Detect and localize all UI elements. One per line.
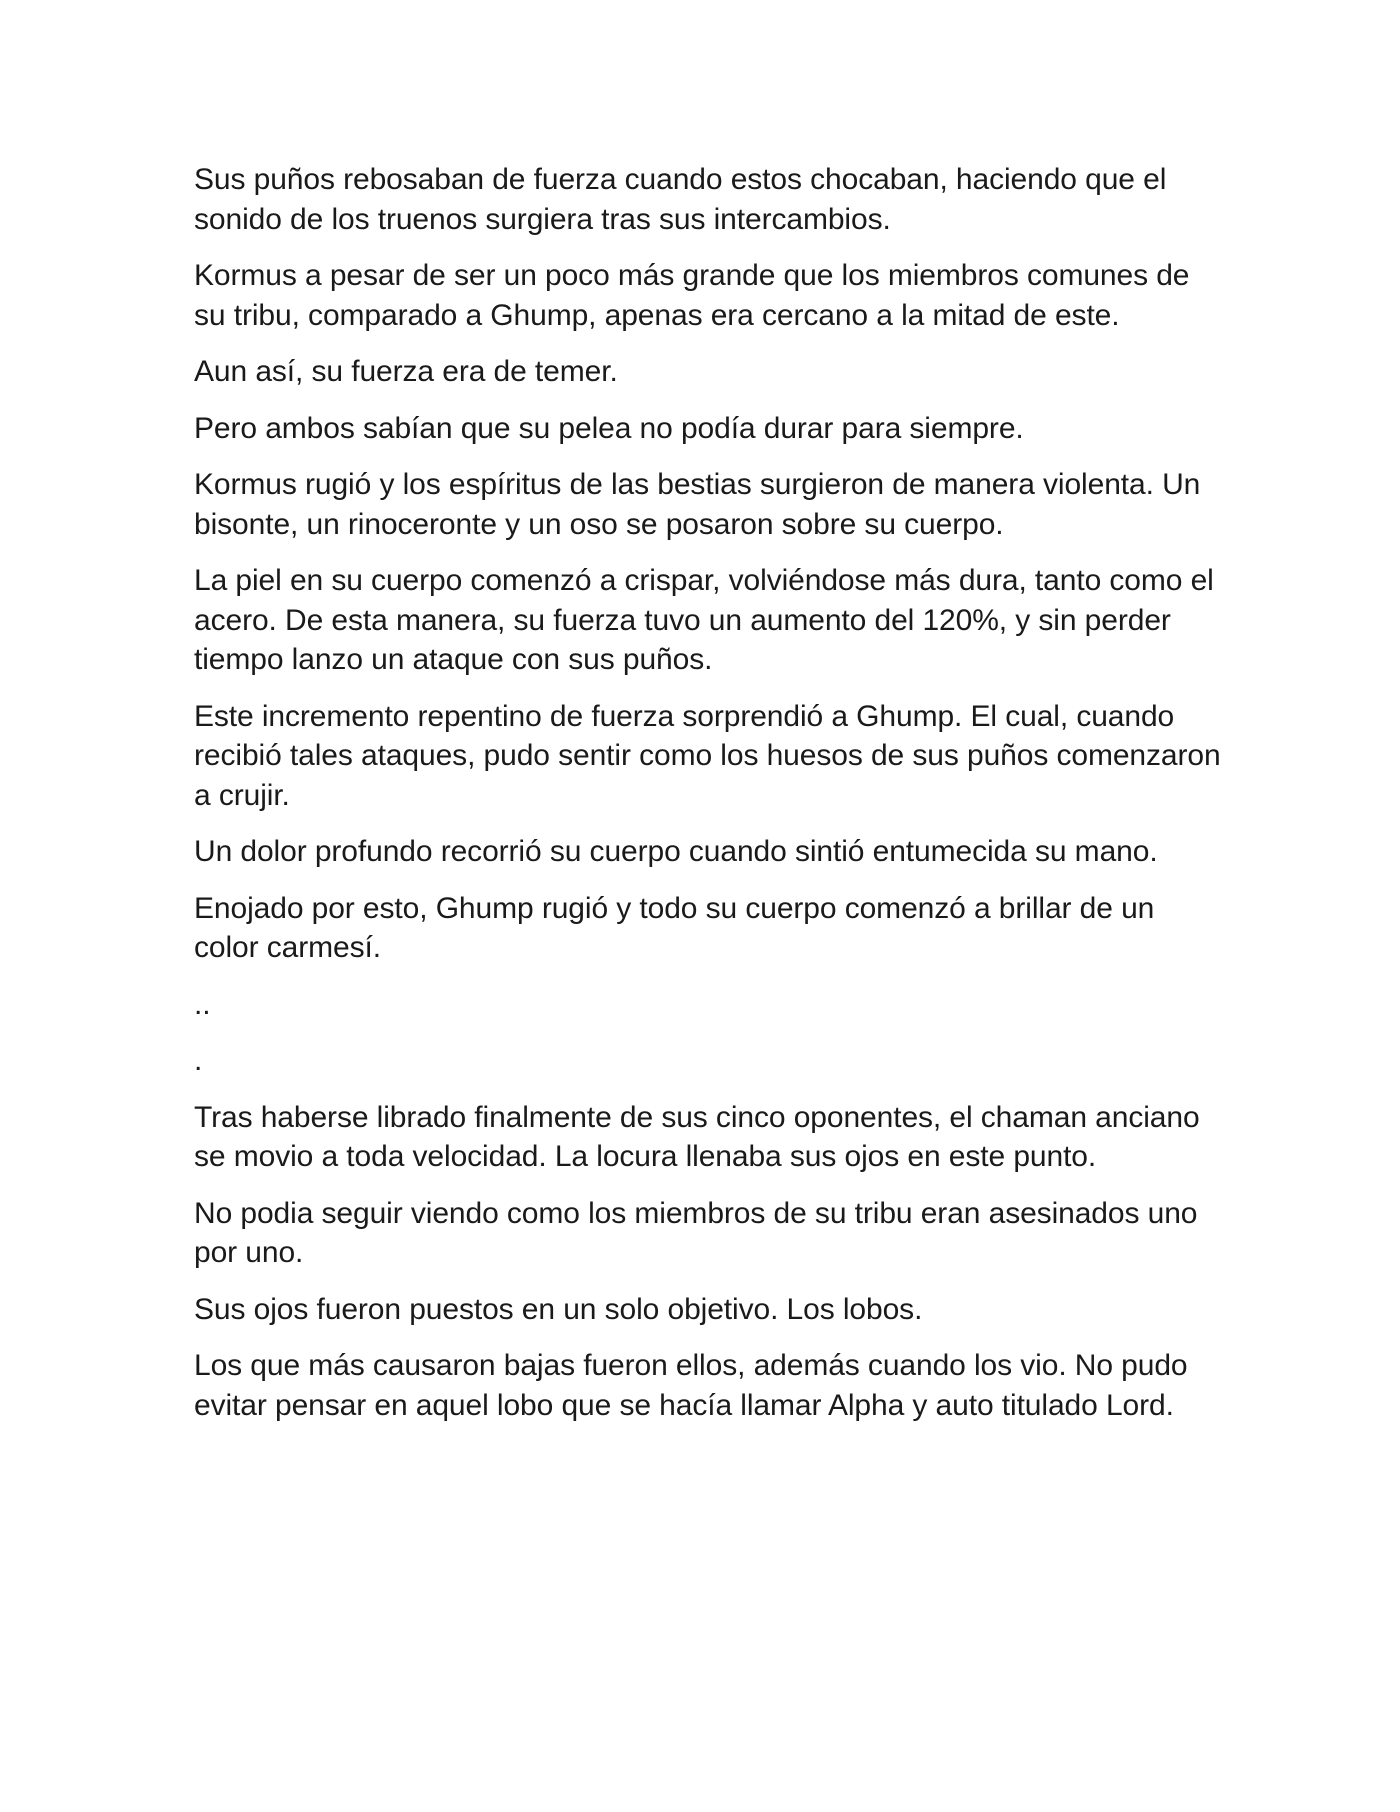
paragraph: Kormus rugió y los espíritus de las bestias surgieron de manera violenta. Un bisonte, un rinoceronte y un oso se posaron sobre su cuerpo. bbox=[194, 468, 1201, 541]
paragraph: Un dolor profundo recorrió su cuerpo cuando sintió entumecida su mano. bbox=[194, 835, 1158, 868]
paragraph: Kormus a pesar de ser un poco más grande que los miembros comunes de su tribu, comparado a Ghump, apenas era cercano a la mitad de este. bbox=[194, 259, 1190, 332]
paragraph: La piel en su cuerpo comenzó a crispar, volviéndose más dura, tanto como el acero. De esta manera, su fuerza tuvo un aumento del 120%, y sin perder tiempo lanzo un ataque con sus puños. bbox=[194, 564, 1214, 676]
paragraph: Este incremento repentino de fuerza sorprendió a Ghump. El cual, cuando recibió tales ataques, pudo sentir como los huesos de sus puños comenzaron a crujir. bbox=[194, 699, 1221, 812]
scene-separator: . bbox=[194, 1044, 203, 1077]
paragraph: No podia seguir viendo como los miembros de su tribu eran asesinados uno por uno. bbox=[194, 1196, 1198, 1269]
paragraph: Los que más causaron bajas fueron ellos, además cuando los vio. No pudo evitar pensar en aquel lobo que se hacía llamar Alpha y auto titulado Lord. bbox=[194, 1349, 1188, 1422]
paragraph: Aun así, su fuerza era de temer. bbox=[194, 355, 618, 388]
scene-separator: .. bbox=[194, 987, 211, 1021]
paragraph: Sus puños rebosaban de fuerza cuando estos chocaban, haciendo que el sonido de los truenos surgiera tras sus intercambios. bbox=[194, 163, 1167, 236]
paragraph: Sus ojos fueron puestos en un solo objetivo. Los lobos. bbox=[194, 1292, 923, 1326]
paragraph: Pero ambos sabían que su pelea no podía durar para siempre. bbox=[194, 411, 1024, 445]
document-body bbox=[194, 160, 1224, 1442]
paragraph: Tras haberse librado finalmente de sus cinco oponentes, el chaman anciano se movio a toda velocidad. La locura llenaba sus ojos en este punto. bbox=[194, 1100, 1200, 1173]
paragraph: Enojado por esto, Ghump rugió y todo su cuerpo comenzó a brillar de un color carmesí. bbox=[194, 891, 1155, 964]
